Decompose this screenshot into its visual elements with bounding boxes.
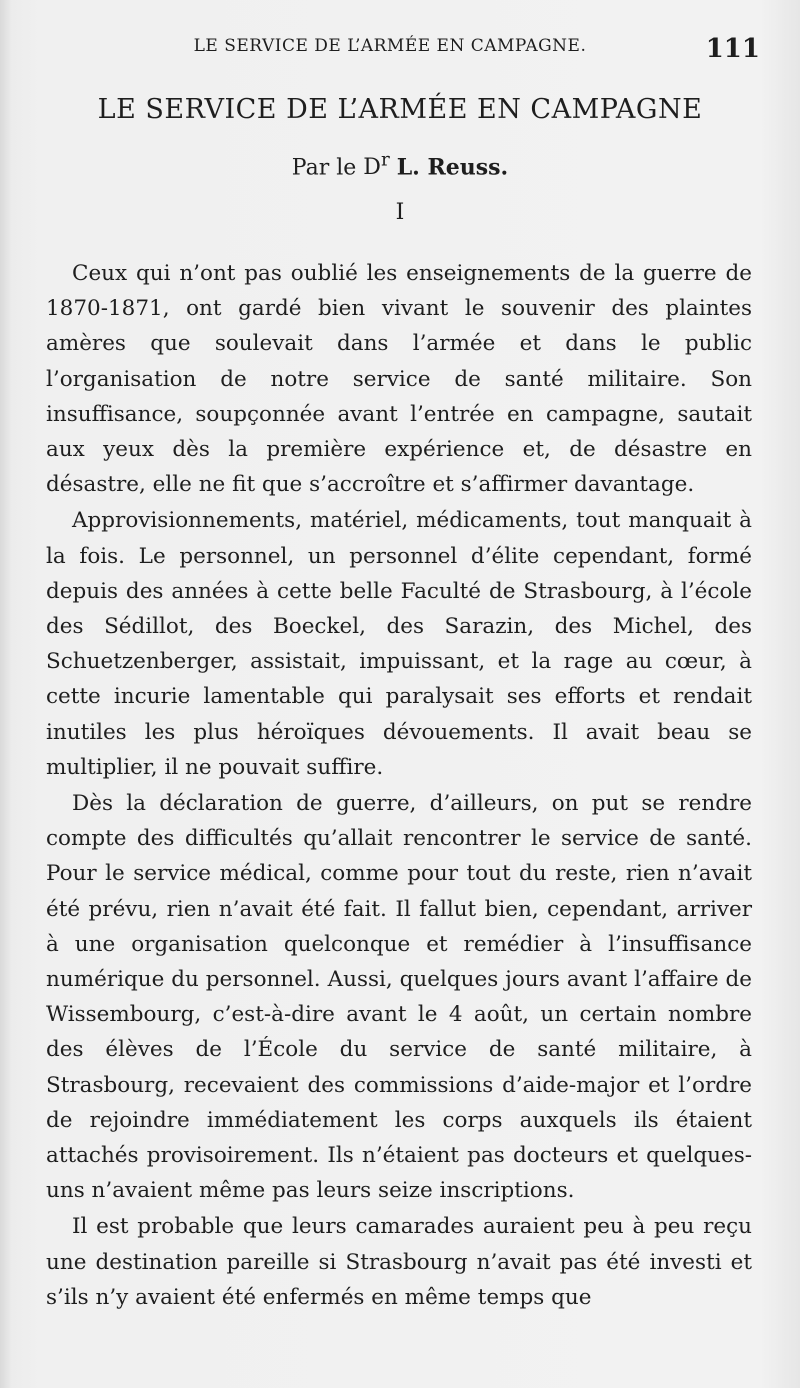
byline <box>40 150 760 180</box>
paragraph: Approvisionnements, matériel, médicaments, tout manquait à la fois. Le personnel, un personnel d’élite cependant, formé depuis des années à cette belle Faculté de Strasbourg, à l’école des Sédillot, des Boeckel, des Sarazin, des Michel, des Schuetzenberger, assistait, impuissant, et la rage au cœur, à cette incurie lamentable qui paralysait ses efforts et rendait inutiles les plus héroïques dévouements. Il avait beau se multiplier, il ne pouvait suffire. <box>46 508 752 780</box>
byline-prefix: Par le <box>291 155 357 181</box>
author-name: L. Reuss. <box>396 154 509 181</box>
section-numeral: I <box>395 200 405 225</box>
article-title: LE SERVICE DE L’ARMÉE EN CAMPAGNE <box>97 94 703 125</box>
paragraph: Il est probable que leurs camarades auraient peu à peu reçu une destination pareille si Strasbourg n’avait pas été investi et s’ils n’y avaient été enfermés en même temps que <box>46 1214 752 1310</box>
byline-title-superscript: r <box>380 150 390 171</box>
paragraph: Dès la déclaration de guerre, d’ailleurs, on put se rendre compte des difficultés qu’allait rencontrer le service de santé. Pour le service médical, comme pour tout du reste, rien n’avait été prévu, rien n’avait été fait. Il fallut bien, cependant, arriver à une organisation quelconque et remédier à l’insuffisance numérique du personnel. Aussi, quelques jours avant l’affaire de Wissembourg, c’est-à-dire avant le 4 août, un certain nombre des élèves de l’École du service de santé militaire, à Strasbourg, recevaient des commissions d’aide-major et l’ordre de rejoindre immédiatement les corps auxquels ils étaient attachés provisoirement. Ils n’étaient pas docteurs et quelques-uns n’avaient même pas leurs seize inscriptions. <box>46 791 752 1204</box>
paragraph: Ceux qui n’ont pas oublié les enseignements de la guerre de 1870-1871, ont gardé bien vivant le souvenir des plaintes amères que soulevait dans l’armée et dans le public l’organisation de notre service de santé militaire. Son insuffisance, soupçonnée avant l’entrée en campagne, sautait aux yeux dès la première expérience et, de désastre en désastre, elle ne fit que s’accroître et s’affirmer davantage. <box>46 261 752 498</box>
body-text <box>46 256 752 1316</box>
page-number: 111 <box>705 34 760 64</box>
running-head: LE SERVICE DE L’ARMÉE EN CAMPAGNE. <box>193 36 587 56</box>
byline-title: $D^r$ <box>363 150 390 181</box>
